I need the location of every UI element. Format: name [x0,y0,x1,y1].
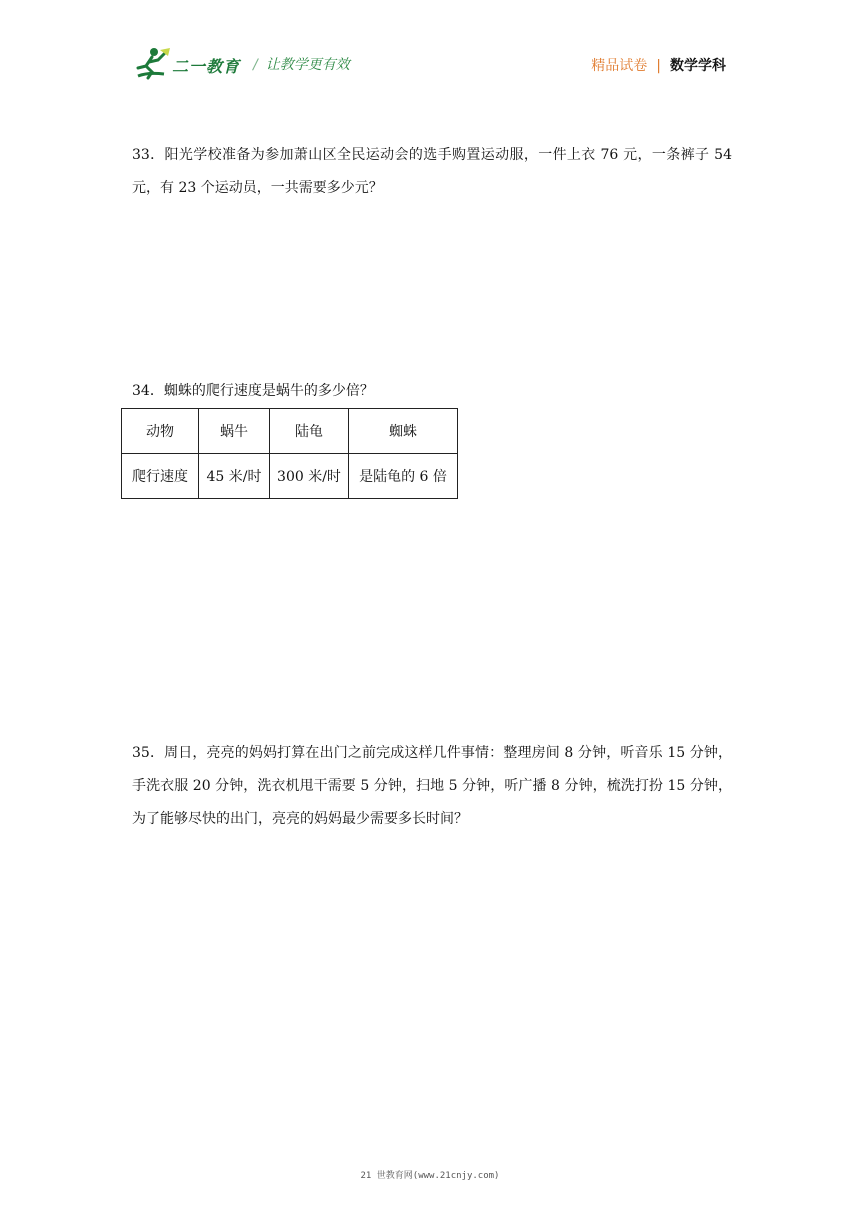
table-header-row [122,409,458,454]
question-35: 35．周日，亮亮的妈妈打算在出门之前完成这样几件事情：整理房间 8 分钟，听音乐 15 分钟，手洗衣服 20 分钟，洗衣机甩干需要 5 分钟，扫地 5 分钟，听广播 8 分钟，梳洗打扮 15 分钟，为了能够尽快的出门，亮亮的妈妈最少需要多长时间？ [132,745,732,827]
slogan [253,54,350,74]
table-row [122,454,458,499]
table-cell: 陆龟 [270,409,349,454]
logo [134,46,244,82]
question-33: 33．阳光学校准备为参加萧山区全民运动会的选手购置运动服，一件上衣 76 元，一条裤子 54 元，有 23 个运动员，一共需要多少元？ [132,147,732,196]
table-cell: 300 米/时 [270,454,349,499]
logo-text: 二一教育 [172,57,241,76]
table-cell: 45 米/时 [199,454,270,499]
question-34: 34．蜘蛛的爬行速度是蜗牛的多少倍？ [132,383,374,399]
header-right [591,55,726,75]
table-cell: 爬行速度 [122,454,199,499]
table-cell: 蜗牛 [199,409,270,454]
speed-table [121,408,458,499]
slogan-slash: / [253,57,258,73]
header-separator: | [656,58,661,74]
table-cell: 动物 [122,409,199,454]
subject-label: 数学学科 [670,58,726,74]
page-footer: 21 世教育网(www.21cnjy.com) [360,1171,500,1181]
runner-logo-icon [134,46,174,82]
slogan-text: 让教学更有效 [265,57,350,73]
table-cell: 是陆龟的 6 倍 [349,454,458,499]
quality-tag: 精品试卷 [591,58,648,74]
table-cell: 蜘蛛 [349,409,458,454]
page-header [0,0,860,100]
